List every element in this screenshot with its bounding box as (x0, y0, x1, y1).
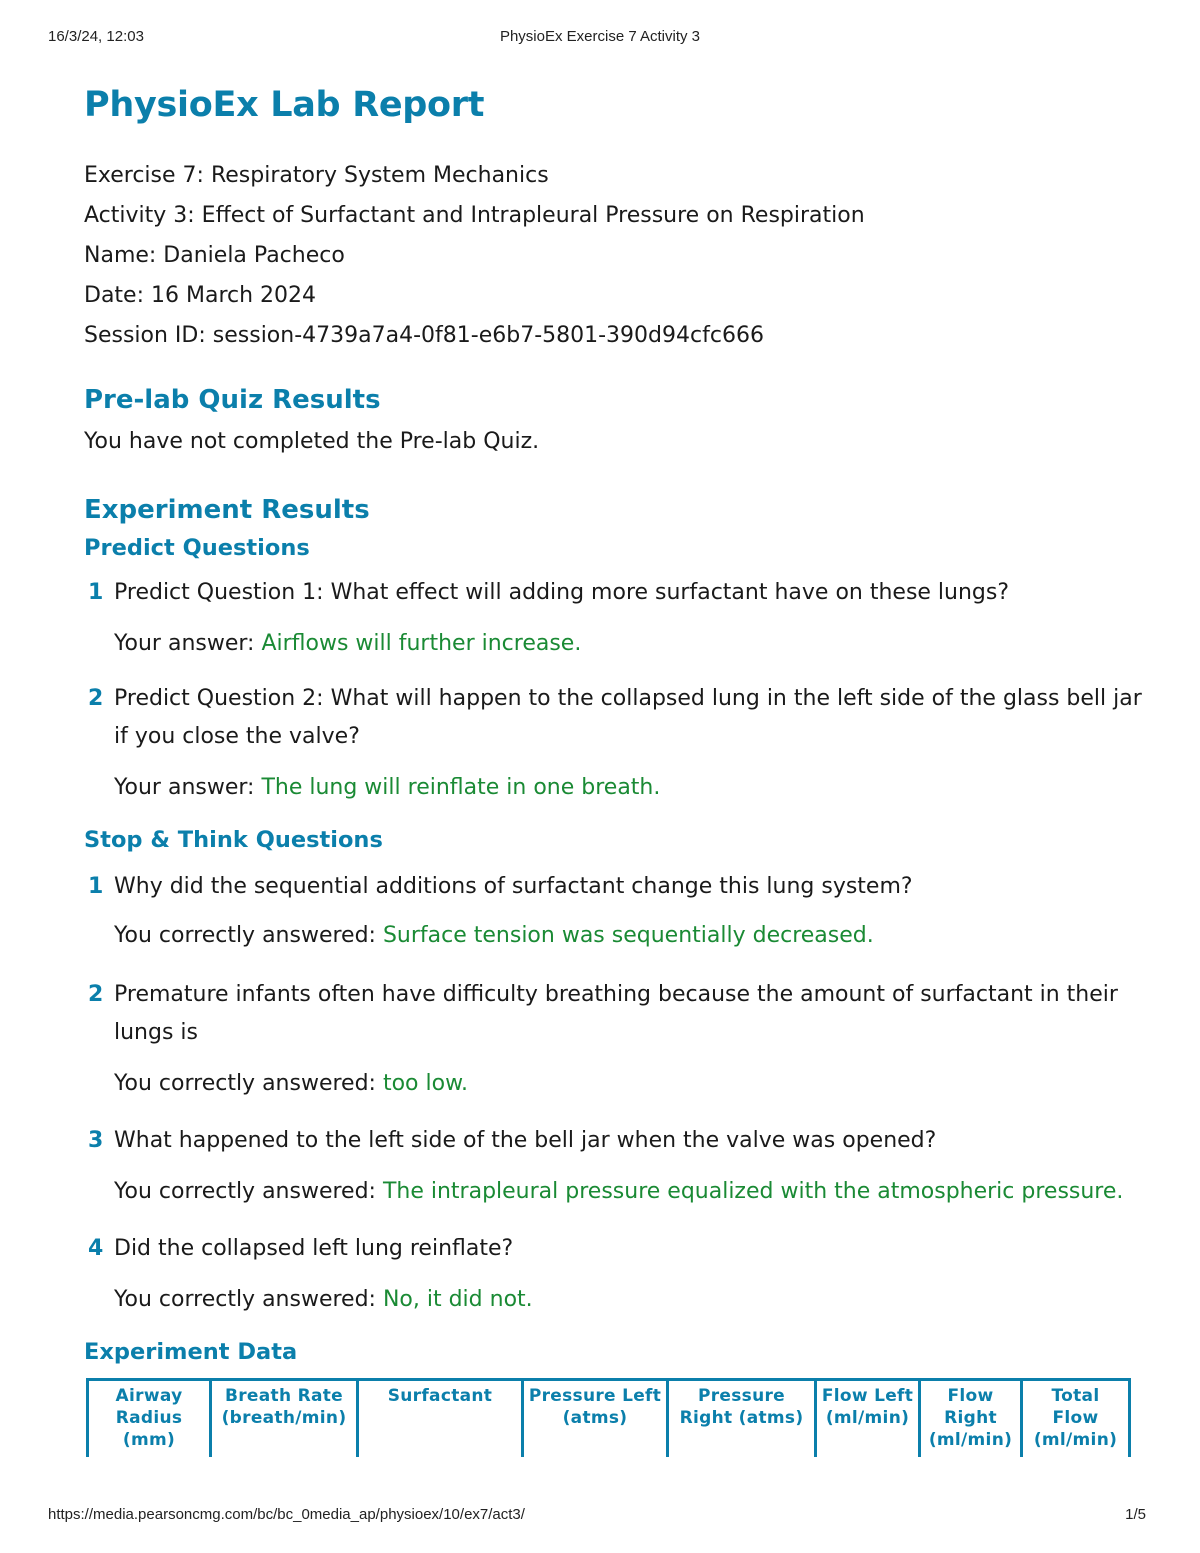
answer-prefix: You correctly answered: (114, 923, 383, 948)
experiment-data-table (86, 1378, 1131, 1457)
name-line: Name: Daniela Pacheco (84, 243, 345, 268)
answer-text: too low. (382, 1071, 469, 1096)
column-header-surfactant: Surfactant (358, 1380, 523, 1458)
print-url[interactable]: https://media.pearsoncmg.com/bc/bc_0media_ap/physioex/10/ex7/act3/ (48, 1506, 525, 1523)
question-text: Predict Question 2: What will happen to the collapsed lung in the left side of the glass bell jar if you close the valve? (114, 686, 1142, 749)
question-text: What happened to the left side of the bell jar when the valve was opened? (114, 1128, 937, 1153)
answer-text: The lung will reinflate in one breath. (261, 775, 661, 800)
question-number: 4 (88, 1236, 104, 1261)
predict-answer-2 (84, 770, 1144, 806)
question-number: 2 (88, 686, 104, 711)
column-header-flow-left: Flow Left (ml/min) (816, 1380, 920, 1458)
question-text: Did the collapsed left lung reinflate? (114, 1236, 514, 1261)
question-number: 1 (88, 580, 104, 605)
exercise-line: Exercise 7: Respiratory System Mechanics (84, 163, 549, 188)
stop-answer-3 (84, 1174, 1144, 1210)
column-header-pressure-left: Pressure Left (atms) (523, 1380, 668, 1458)
prelab-text: You have not completed the Pre-lab Quiz. (84, 429, 540, 454)
activity-line: Activity 3: Effect of Surfactant and Intrapleural Pressure on Respiration (84, 203, 865, 228)
stop-answer-2 (84, 1066, 1144, 1102)
report-meta (84, 156, 1144, 356)
stop-think-heading: Stop & Think Questions (84, 827, 383, 853)
print-title: PhysioEx Exercise 7 Activity 3 (499, 28, 701, 45)
predict-answer-1 (84, 626, 1144, 662)
answer-text: No, it did not. (382, 1287, 533, 1312)
column-header-pressure-right: Pressure Right (atms) (668, 1380, 816, 1458)
experiment-heading: Experiment Results (84, 495, 370, 525)
question-number: 3 (88, 1128, 104, 1153)
answer-text: Surface tension was sequentially decreased. (382, 923, 874, 948)
question-number: 2 (88, 982, 104, 1007)
predict-heading: Predict Questions (84, 535, 310, 561)
report-title: PhysioEx Lab Report (84, 85, 485, 125)
lab-report (84, 82, 1144, 1457)
column-header-airway-radius: Airway Radius (mm) (88, 1380, 211, 1458)
stop-question-2 (84, 976, 1144, 1052)
column-header-flow-right: Flow Right (ml/min) (920, 1380, 1022, 1458)
answer-prefix: You correctly answered: (114, 1179, 383, 1204)
stop-answer-4 (84, 1282, 1144, 1318)
column-header-breath-rate: Breath Rate (breath/min) (211, 1380, 358, 1458)
answer-prefix: You correctly answered: (114, 1287, 383, 1312)
answer-text: The intrapleural pressure equalized with the atmospheric pressure. (382, 1179, 1124, 1204)
stop-answer-1 (84, 918, 1144, 954)
column-header-total-flow: Total Flow (ml/min) (1022, 1380, 1130, 1458)
answer-prefix: Your answer: (114, 631, 262, 656)
stop-question-1 (84, 868, 1144, 906)
question-number: 1 (88, 874, 104, 899)
answer-prefix: You correctly answered: (114, 1071, 383, 1096)
table-header-row (88, 1380, 1130, 1458)
question-text: Why did the sequential additions of surfactant change this lung system? (114, 874, 913, 899)
answer-text: Airflows will further increase. (261, 631, 582, 656)
question-text: Predict Question 1: What effect will adding more surfactant have on these lungs? (114, 580, 1010, 605)
predict-question-2 (84, 680, 1144, 756)
prelab-heading: Pre-lab Quiz Results (84, 385, 381, 415)
experiment-data-heading: Experiment Data (84, 1339, 298, 1365)
stop-question-4 (84, 1230, 1144, 1268)
print-datetime: 16/3/24, 12:03 (48, 28, 144, 45)
session-line: Session ID: session-4739a7a4-0f81-e6b7-5801-390d94cfc666 (84, 323, 764, 348)
date-line: Date: 16 March 2024 (84, 283, 317, 308)
stop-question-3 (84, 1122, 1144, 1160)
predict-question-1 (84, 574, 1144, 612)
question-text: Premature infants often have difficulty breathing because the amount of surfactant in their lungs is (114, 982, 1118, 1045)
answer-prefix: Your answer: (114, 775, 262, 800)
print-page-number: 1/5 (1125, 1506, 1146, 1523)
